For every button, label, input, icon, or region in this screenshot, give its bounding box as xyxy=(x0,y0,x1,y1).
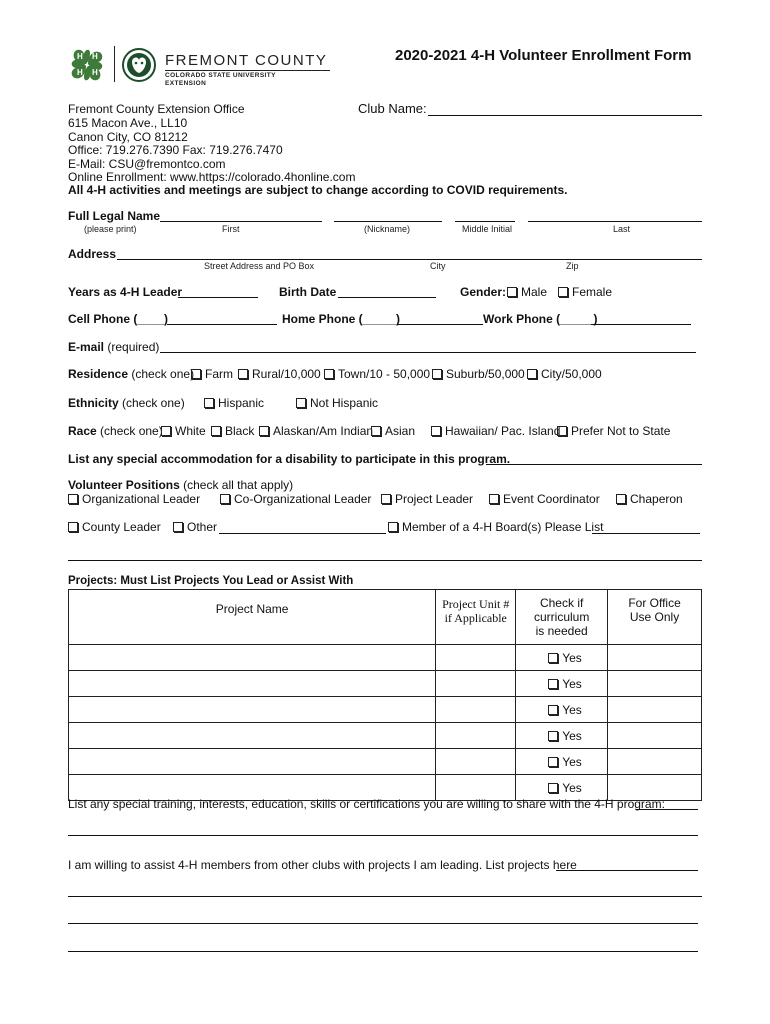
table-row xyxy=(69,645,702,671)
projects-header-row xyxy=(69,590,702,645)
assist-line-1[interactable] xyxy=(68,896,702,897)
project-name-cell[interactable] xyxy=(69,697,436,723)
col-project-name: Project Name xyxy=(69,590,436,645)
years-leader-label: Years as 4-H Leader xyxy=(68,285,183,299)
position-chaperon[interactable]: Chaperon xyxy=(616,492,683,506)
training-extra-line[interactable] xyxy=(68,835,698,836)
table-row xyxy=(69,697,702,723)
sub-print: (please print) xyxy=(84,224,137,234)
checkbox-icon xyxy=(548,731,558,741)
assist-field[interactable] xyxy=(556,870,698,871)
race-option-hawaiian[interactable]: Hawaiian/ Pac. Island xyxy=(431,424,560,438)
table-row xyxy=(69,723,702,749)
checkbox-icon xyxy=(324,369,334,379)
checkbox-icon xyxy=(616,494,626,504)
office-use-cell xyxy=(608,671,702,697)
residence-option-rural[interactable]: Rural/10,000 xyxy=(238,367,321,381)
checkbox-icon xyxy=(548,783,558,793)
board-field[interactable] xyxy=(592,533,700,534)
svg-text:H: H xyxy=(77,52,83,61)
logo-primary-text: FREMONT COUNTY xyxy=(165,52,328,69)
col-office-use: For Office Use Only xyxy=(608,590,702,645)
clover-logo xyxy=(66,46,108,84)
checkbox-icon xyxy=(489,494,499,504)
first-name-field[interactable] xyxy=(160,221,322,222)
email-label: E-mail (required) xyxy=(68,340,160,354)
accommodation-field[interactable] xyxy=(486,464,702,465)
online-enrollment: Online Enrollment: www.https://colorado.4honline.com xyxy=(68,170,356,184)
sub-city: City xyxy=(430,261,446,271)
checkbox-icon xyxy=(238,369,248,379)
position-event-coordinator[interactable]: Event Coordinator xyxy=(489,492,600,506)
sub-first: First xyxy=(222,224,240,234)
ethnicity-label: Ethnicity (check one) xyxy=(68,396,185,410)
position-county-leader[interactable]: County Leader xyxy=(68,520,161,534)
birth-date-field[interactable] xyxy=(338,297,436,298)
sub-nickname: (Nickname) xyxy=(364,224,411,234)
gender-male-option[interactable]: Male xyxy=(507,285,547,299)
svg-text:H: H xyxy=(92,68,98,77)
assist-line-2[interactable] xyxy=(68,923,698,924)
checkbox-icon xyxy=(507,287,517,297)
csu-ram-icon xyxy=(122,48,156,82)
office-use-cell xyxy=(608,697,702,723)
project-unit-cell[interactable] xyxy=(436,749,516,775)
race-option-asian[interactable]: Asian xyxy=(371,424,415,438)
checkbox-icon xyxy=(296,398,306,408)
checkbox-icon xyxy=(68,522,78,532)
project-unit-cell[interactable] xyxy=(436,645,516,671)
residence-label: Residence (check one) xyxy=(68,367,195,381)
email-field[interactable] xyxy=(160,352,696,353)
checkbox-icon xyxy=(211,426,221,436)
years-leader-field[interactable] xyxy=(178,297,258,298)
project-name-cell[interactable] xyxy=(69,645,436,671)
work-phone-label: Work Phone (_____) xyxy=(483,312,598,326)
project-unit-cell[interactable] xyxy=(436,671,516,697)
curriculum-yes-cell[interactable]: Yes xyxy=(516,671,608,697)
checkbox-icon xyxy=(259,426,269,436)
assist-label: I am willing to assist 4-H members from other clubs with projects I am leading. List projects here xyxy=(68,858,577,872)
office-address2: Canon City, CO 81212 xyxy=(68,130,188,144)
last-name-field[interactable] xyxy=(528,221,702,222)
ethnicity-option-not-hispanic[interactable]: Not Hispanic xyxy=(296,396,378,410)
project-name-cell[interactable] xyxy=(69,671,436,697)
gender-label: Gender: xyxy=(460,285,507,299)
club-name-field[interactable] xyxy=(428,115,702,116)
project-name-cell[interactable] xyxy=(69,749,436,775)
home-phone-field[interactable] xyxy=(397,324,483,325)
office-use-cell xyxy=(608,749,702,775)
office-email: E-Mail: CSU@fremontco.com xyxy=(68,157,226,171)
address-label: Address xyxy=(68,247,117,261)
assist-line-3[interactable] xyxy=(68,951,698,952)
volunteer-extra-line[interactable] xyxy=(68,560,702,561)
checkbox-icon xyxy=(557,426,567,436)
checkbox-icon xyxy=(548,757,558,767)
residence-option-farm[interactable]: Farm xyxy=(191,367,233,381)
cell-phone-label: Cell Phone (____) xyxy=(68,312,169,326)
checkbox-icon xyxy=(191,369,201,379)
checkbox-icon xyxy=(173,522,183,532)
logo-secondary-2: EXTENSION xyxy=(165,80,207,87)
checkbox-icon xyxy=(558,287,568,297)
position-organizational-leader[interactable]: Organizational Leader xyxy=(68,492,200,506)
project-unit-cell[interactable] xyxy=(436,697,516,723)
legal-name-label: Full Legal Name xyxy=(68,209,161,223)
position-project-leader[interactable]: Project Leader xyxy=(381,492,473,506)
residence-option-city[interactable]: City/50,000 xyxy=(527,367,602,381)
projects-table xyxy=(68,589,702,801)
race-option-prefer-not[interactable]: Prefer Not to State xyxy=(557,424,670,438)
checkbox-icon xyxy=(527,369,537,379)
svg-text:H: H xyxy=(77,68,83,77)
accommodation-label: List any special accommodation for a disability to participate in this program. xyxy=(68,452,511,466)
checkbox-icon xyxy=(388,522,398,532)
curriculum-yes-cell[interactable]: Yes xyxy=(516,723,608,749)
table-row xyxy=(69,671,702,697)
checkbox-icon xyxy=(548,653,558,663)
middle-initial-field[interactable] xyxy=(455,221,515,222)
training-label: List any special training, interests, education, skills or certifications you are willing to share with the 4-H program: xyxy=(68,797,665,811)
residence-option-suburb[interactable]: Suburb/50,000 xyxy=(432,367,525,381)
gender-female-option[interactable]: Female xyxy=(558,285,612,299)
project-name-cell[interactable] xyxy=(69,723,436,749)
project-unit-cell[interactable] xyxy=(436,723,516,749)
other-field[interactable] xyxy=(219,533,386,534)
checkbox-icon xyxy=(381,494,391,504)
checkbox-icon xyxy=(548,679,558,689)
birth-date-label: Birth Date xyxy=(279,285,337,299)
volunteer-positions-label: Volunteer Positions (check all that apply) xyxy=(68,478,294,492)
office-use-cell xyxy=(608,645,702,671)
curriculum-yes-cell[interactable]: Yes xyxy=(516,697,608,723)
table-row xyxy=(69,749,702,775)
col-curriculum: Check if curriculum is needed xyxy=(516,590,608,645)
position-board-member[interactable]: Member of a 4-H Board(s) Please List xyxy=(388,520,603,534)
logo-rule xyxy=(165,70,330,71)
svg-text:H: H xyxy=(92,52,98,61)
col-project-unit: Project Unit # if Applicable xyxy=(436,590,516,645)
office-address1: 615 Macon Ave., LL10 xyxy=(68,116,188,130)
club-name-label: Club Name: xyxy=(358,101,427,116)
sub-last: Last xyxy=(613,224,631,234)
race-option-black[interactable]: Black xyxy=(211,424,254,438)
form-title: 2020-2021 4-H Volunteer Enrollment Form xyxy=(395,47,692,64)
work-phone-field[interactable] xyxy=(591,324,691,325)
nickname-field[interactable] xyxy=(334,221,442,222)
training-field[interactable] xyxy=(636,809,698,810)
checkbox-icon xyxy=(371,426,381,436)
sub-street: Street Address and PO Box xyxy=(204,261,315,271)
projects-heading: Projects: Must List Projects You Lead or Assist With xyxy=(68,575,354,587)
position-co-organizational-leader[interactable]: Co-Organizational Leader xyxy=(220,492,371,506)
curriculum-yes-cell[interactable]: Yes xyxy=(516,645,608,671)
office-name: Fremont County Extension Office xyxy=(68,102,245,116)
covid-notice: All 4-H activities and meetings are subject to change according to COVID requirements. xyxy=(68,183,568,197)
checkbox-icon xyxy=(220,494,230,504)
cell-phone-field[interactable] xyxy=(167,324,277,325)
logo-secondary-1: COLORADO STATE UNIVERSITY xyxy=(165,72,276,79)
sub-middle: Middle Initial xyxy=(462,224,513,234)
race-label: Race (check one) xyxy=(68,424,163,438)
race-option-alaskan[interactable]: Alaskan/Am Indian xyxy=(259,424,373,438)
home-phone-label: Home Phone (_____) xyxy=(282,312,401,326)
checkbox-icon xyxy=(204,398,214,408)
ethnicity-option-hispanic[interactable]: Hispanic xyxy=(204,396,264,410)
curriculum-yes-cell[interactable]: Yes xyxy=(516,775,608,801)
position-other[interactable]: Other xyxy=(173,520,217,534)
checkbox-icon xyxy=(68,494,78,504)
race-option-white[interactable]: White xyxy=(161,424,206,438)
office-phones: Office: 719.276.7390 Fax: 719.276.7470 xyxy=(68,143,283,157)
curriculum-yes-cell[interactable]: Yes xyxy=(516,749,608,775)
office-use-cell xyxy=(608,723,702,749)
checkbox-icon xyxy=(431,426,441,436)
logo-divider xyxy=(114,46,115,82)
checkbox-icon xyxy=(548,705,558,715)
sub-zip: Zip xyxy=(566,261,579,271)
residence-option-town[interactable]: Town/10 - 50,000 xyxy=(324,367,430,381)
address-field[interactable] xyxy=(117,259,702,260)
checkbox-icon xyxy=(432,369,442,379)
checkbox-icon xyxy=(161,426,171,436)
